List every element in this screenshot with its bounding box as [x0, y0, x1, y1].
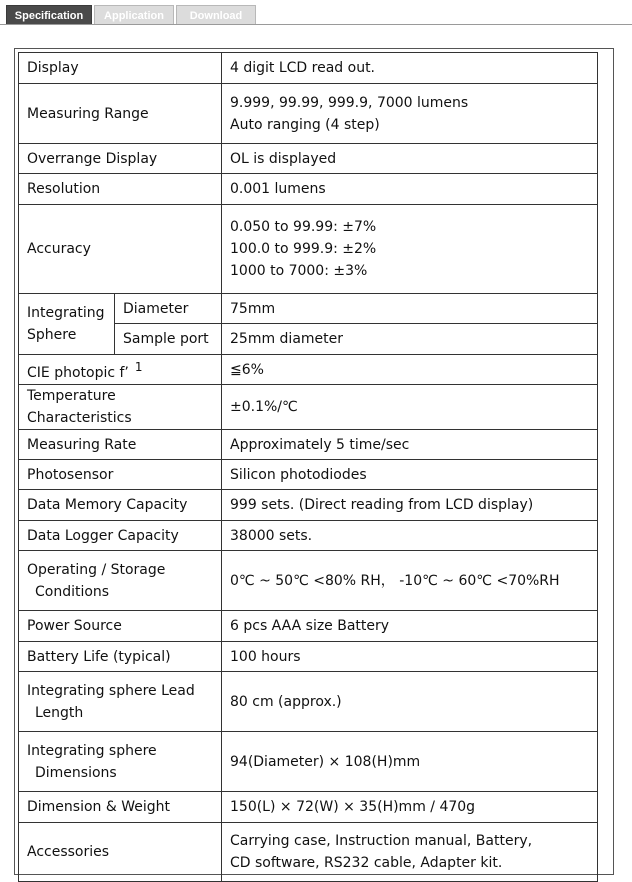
spec-label [19, 672, 222, 732]
spec-label: Resolution [19, 174, 222, 205]
table-row [19, 144, 598, 174]
spec-value-line: CD software, RS232 cable, Adapter kit. [230, 855, 503, 871]
table-row [19, 294, 598, 324]
spec-value: 0℃ ~ 50℃ <80% RH， -10℃ ~ 60℃ <70%RH [222, 551, 598, 611]
spec-value: 4 digit LCD read out. [222, 53, 598, 84]
spec-label: Power Source [19, 611, 222, 642]
spec-label [19, 551, 222, 611]
tab-underline [0, 24, 632, 25]
spec-label-line: Conditions [35, 583, 110, 600]
spec-value: ≦6% [222, 355, 598, 385]
spec-value: 25mm diameter [222, 324, 598, 355]
spec-value: 75mm [222, 294, 598, 324]
tab-application[interactable]: Application [94, 5, 174, 25]
spec-value [222, 823, 598, 882]
spec-label-line: Integrating [27, 305, 105, 321]
spec-label-line: Sphere [27, 327, 77, 343]
footnote-marker: 1 [134, 359, 143, 374]
spec-label: Temperature Characteristics [19, 385, 222, 430]
spec-label: Data Memory Capacity [19, 490, 222, 521]
table-row [19, 521, 598, 551]
spec-value: 150(L) × 72(W) × 35(H)mm / 470g [222, 792, 598, 823]
spec-label: Display [19, 53, 222, 84]
spec-value [222, 84, 598, 144]
spec-sublabel: Diameter [115, 294, 222, 324]
spec-value: Silicon photodiodes [222, 460, 598, 490]
table-row [19, 823, 598, 882]
spec-label [19, 294, 115, 355]
spec-sublabel: Sample port [115, 324, 222, 355]
spec-value: 94(Diameter) × 108(H)mm [222, 732, 598, 792]
spec-label-line: Length [35, 704, 84, 721]
tab-specification[interactable]: Specification [6, 5, 92, 25]
spec-value: Approximately 5 time/sec [222, 430, 598, 460]
table-row [19, 460, 598, 490]
table-row [19, 53, 598, 84]
spec-label: Accuracy [19, 205, 222, 294]
table-row [19, 551, 598, 611]
table-row [19, 490, 598, 521]
spec-value-line: 0.050 to 99.99: ±7% [230, 219, 377, 235]
spec-label: Overrange Display [19, 144, 222, 174]
spec-label-line: Operating / Storage [27, 561, 166, 578]
spec-value: 100 hours [222, 642, 598, 672]
table-row [19, 355, 598, 385]
spec-value: 999 sets. (Direct reading from LCD display) [222, 490, 598, 521]
table-row [19, 732, 598, 792]
spec-value: ±0.1%/℃ [222, 385, 598, 430]
table-row [19, 84, 598, 144]
spec-label-line: Integrating sphere Lead [27, 682, 195, 699]
spec-value-line: 1000 to 7000: ±3% [230, 263, 368, 279]
spec-value-line: Carrying case, Instruction manual, Battery, [230, 833, 533, 849]
spec-value: 0.001 lumens [222, 174, 598, 205]
spec-label-line: Integrating sphere [27, 742, 157, 759]
spec-label-text: CIE photopic f’ [27, 364, 129, 381]
spec-label: Dimension & Weight [19, 792, 222, 823]
specification-table [18, 52, 598, 882]
spec-label-line: Dimensions [35, 764, 117, 781]
table-row [19, 792, 598, 823]
spec-label: Measuring Rate [19, 430, 222, 460]
spec-value-line: 100.0 to 999.9: ±2% [230, 241, 377, 257]
spec-label [19, 355, 222, 385]
tab-download[interactable]: Download [176, 5, 256, 25]
spec-value [222, 205, 598, 294]
table-row [19, 385, 598, 430]
spec-value: 38000 sets. [222, 521, 598, 551]
spec-label: Accessories [19, 823, 222, 882]
spec-label: Data Logger Capacity [19, 521, 222, 551]
table-row [19, 672, 598, 732]
spec-label: Battery Life (typical) [19, 642, 222, 672]
spec-label: Measuring Range [19, 84, 222, 144]
tab-bar [0, 0, 632, 26]
spec-value: OL is displayed [222, 144, 598, 174]
table-row [19, 611, 598, 642]
table-row [19, 430, 598, 460]
spec-label: Photosensor [19, 460, 222, 490]
spec-value: 6 pcs AAA size Battery [222, 611, 598, 642]
table-row [19, 174, 598, 205]
table-row [19, 642, 598, 672]
spec-value-line: Auto ranging (4 step) [230, 116, 380, 133]
spec-value: 80 cm (approx.) [222, 672, 598, 732]
table-row [19, 205, 598, 294]
spec-value-line: 9.999, 99.99, 999.9, 7000 lumens [230, 94, 469, 111]
spec-label [19, 732, 222, 792]
